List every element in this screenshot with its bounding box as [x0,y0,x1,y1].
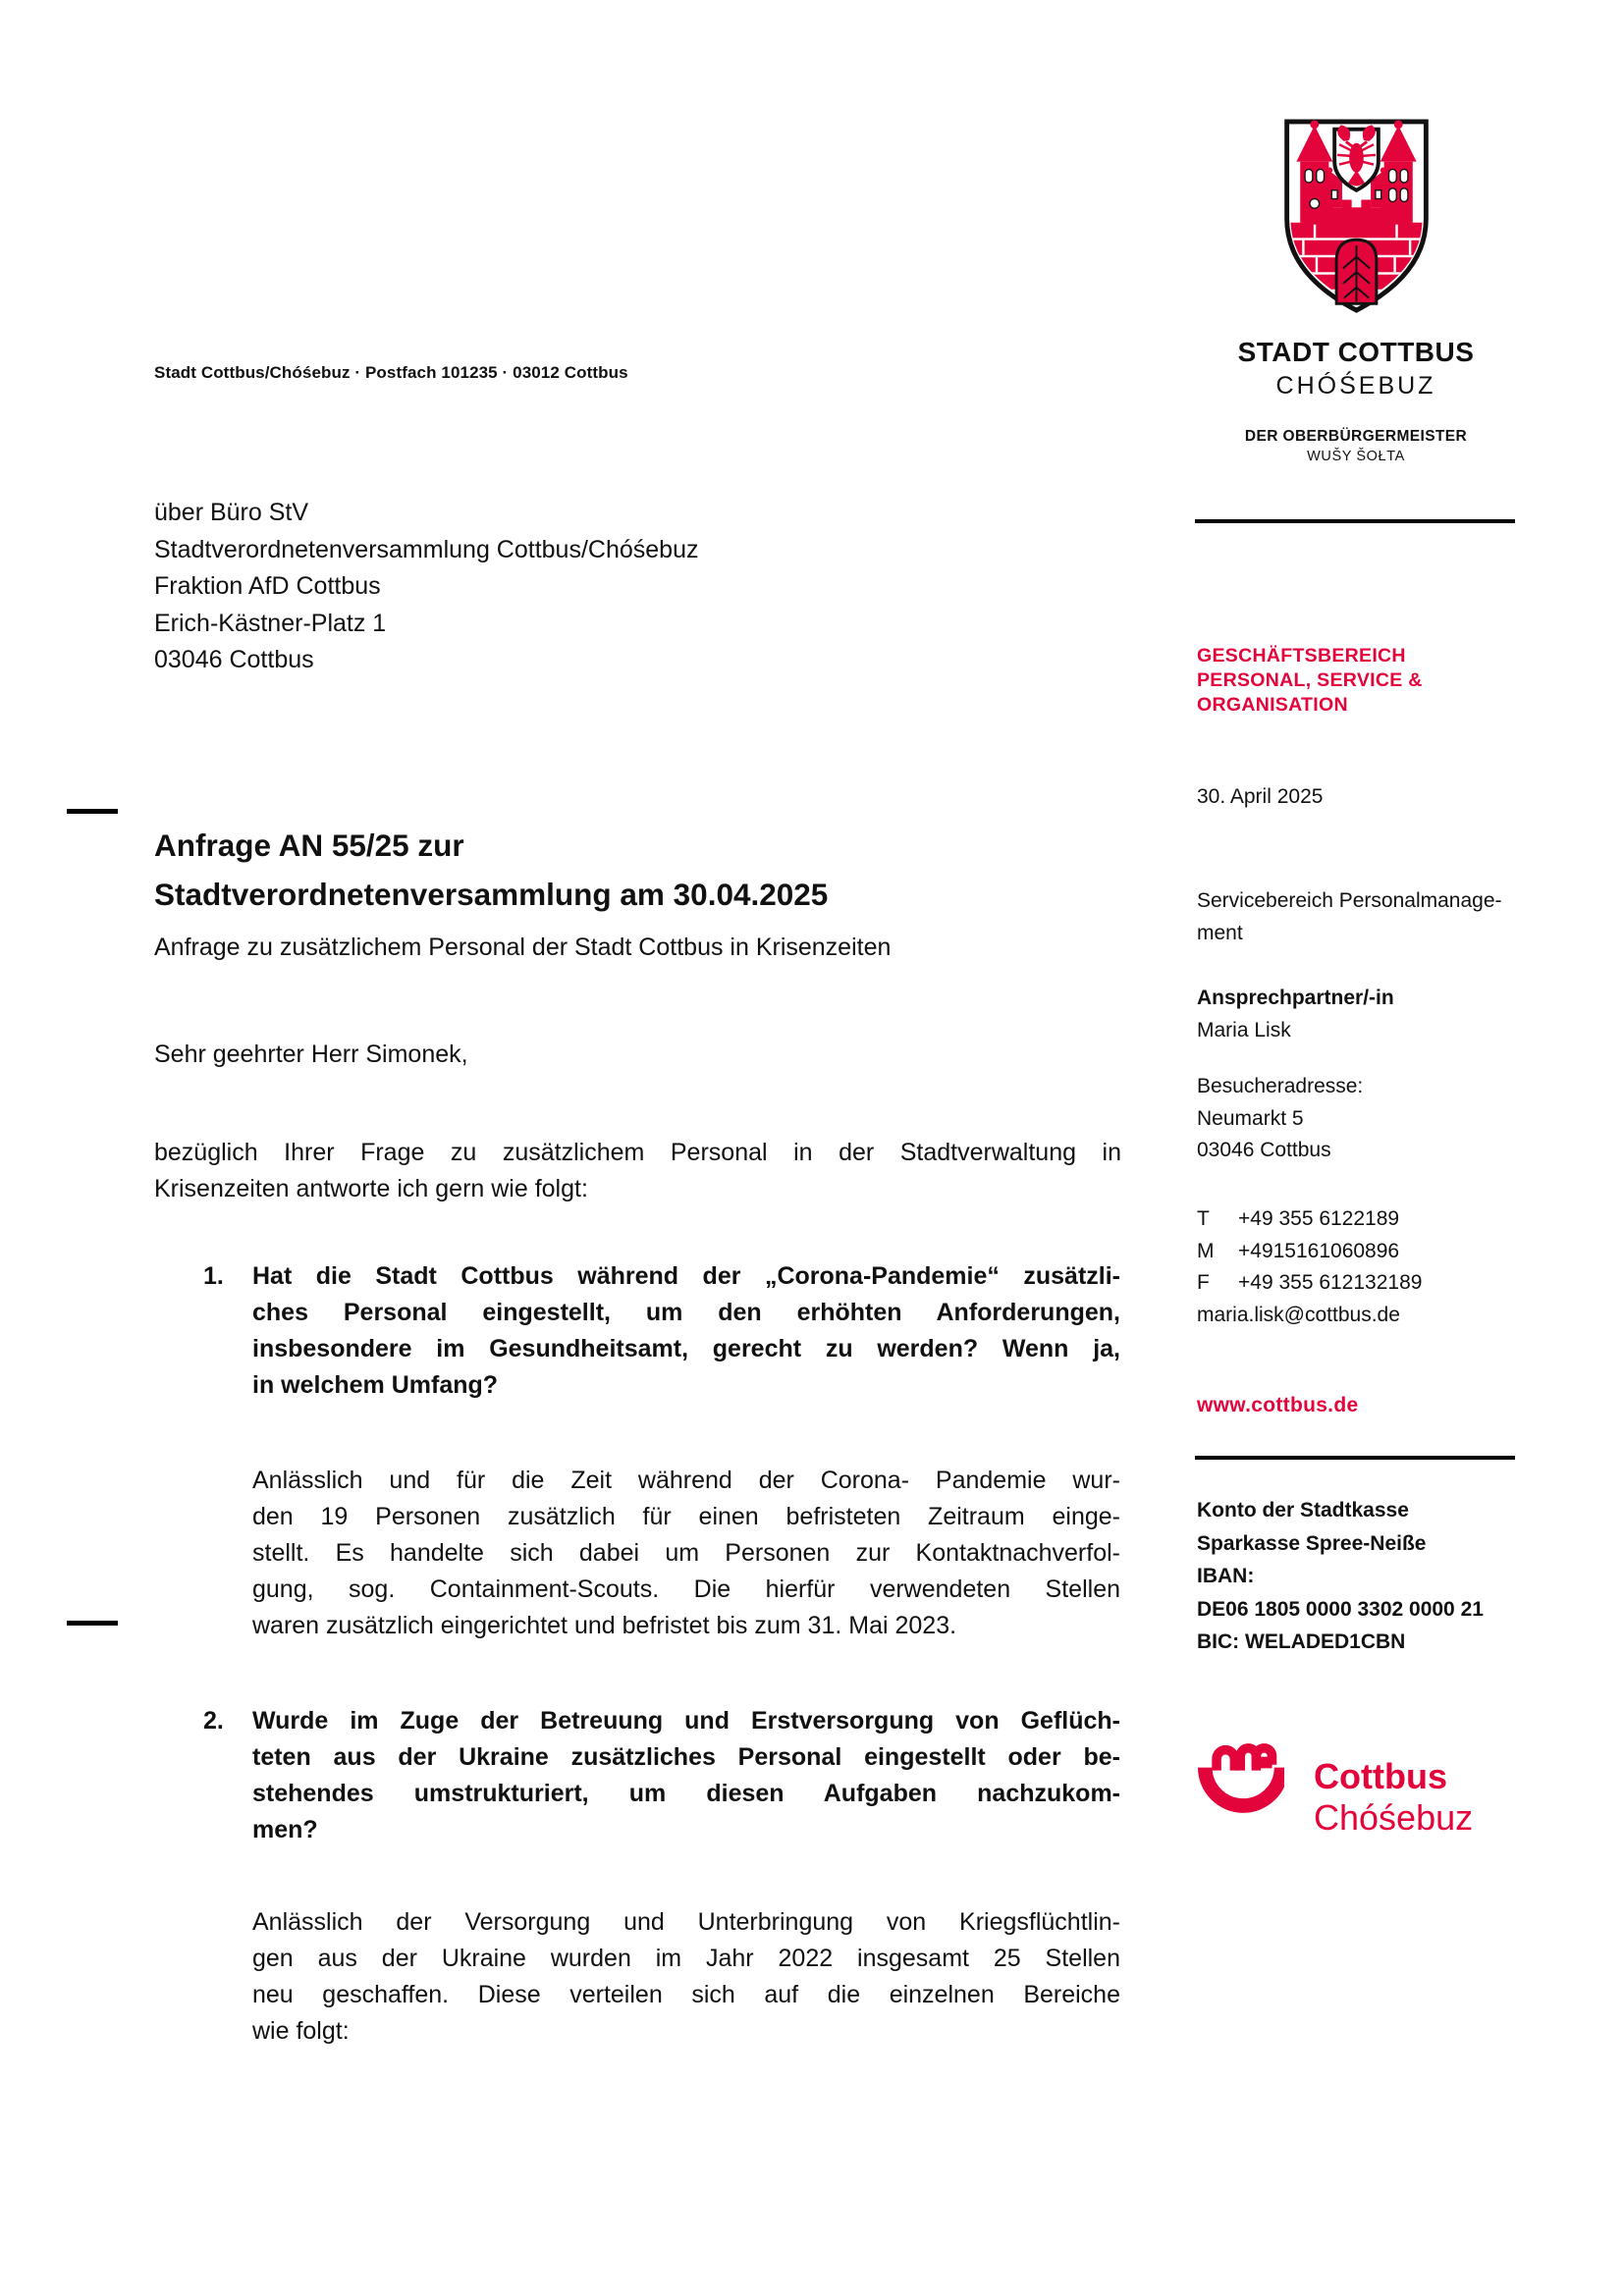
text-line: Sparkasse Spree-Neiße [1197,1531,1427,1555]
question-1-text [252,1258,1120,1404]
cottbus-smile-logo-icon [1198,1724,1284,1834]
text-line: Servicebereich Personalmanage- [1197,889,1502,912]
department-name [1197,644,1517,718]
phone-key: T [1197,1207,1210,1230]
sender-return-address: Stadt Cottbus/Chóśebuz · Postfach 101235 · 03012 Cottbus [154,363,628,382]
cottbus-coat-of-arms-icon [1275,114,1437,318]
text-line: bezüglich Ihrer Frage zu zusätzlichem Personal in der Stadtverwaltung in [154,1139,1121,1166]
text-line: gen aus der Ukraine wurden im Jahr 2022 insgesamt 25 Stellen [252,1945,1120,1972]
text-line: BIC: WELADED1CBN [1197,1630,1406,1653]
org-name: STADT COTTBUS [1237,337,1475,367]
text-line: Erich-Kästner-Platz 1 [154,609,387,637]
text-line: neu geschaffen. Diese verteilen sich auf die einzelnen Bereiche [252,1981,1120,2008]
text-line: ORGANISATION [1197,694,1348,716]
letter-subtitle: Anfrage zu zusätzlichem Personal der Stadt Cottbus in Krisenzeiten [154,934,892,961]
text-line: in welchem Umfang? [252,1371,499,1399]
website-url: www.cottbus.de [1197,1394,1359,1416]
logo-wordmark [1314,1756,1473,1839]
text-line: Anlässlich der Versorgung und Unterbringung von Kriegsflüchtlin- [252,1908,1120,1936]
office-title: DER OBERBÜRGERMEISTER [1244,428,1468,445]
answer-2-text [252,1904,1120,2050]
logo-text-cottbus: Cottbus [1314,1756,1447,1796]
phone-key: F [1197,1271,1210,1294]
text-line: men? [252,1816,318,1843]
text-line: Hat die Stadt Cottbus während der „Corona-Pandemie“ zusätzli- [252,1262,1120,1290]
question-2-number: 2. [203,1707,224,1735]
text-line: GESCHÄFTSBEREICH [1197,645,1406,667]
recipient-address-block [154,495,698,679]
question-2-text [252,1703,1120,1848]
answer-1-text [252,1463,1120,1644]
text-line: stehendes umstrukturiert, um diesen Aufgaben nachzukom- [252,1780,1120,1807]
visitor-address-block [1197,1071,1517,1167]
text-line: Konto der Stadtkasse [1197,1499,1409,1522]
contact-email: maria.lisk@cottbus.de [1197,1303,1400,1326]
text-line: Stadtverordnetenversammlung am 30.04.2025 [154,877,829,912]
visitor-street: Neumarkt 5 [1197,1106,1304,1130]
letterhead-block [1195,114,1517,464]
phone-value: +49 355 6122189 [1238,1207,1400,1230]
phone-row-t [1197,1203,1517,1236]
text-line: teten aus der Ukraine zusätzliches Personal eingestellt oder be- [252,1743,1120,1771]
text-line: Wurde im Zuge der Betreuung und Erstversorgung von Geflüch- [252,1707,1120,1735]
text-line: wie folgt: [252,2017,350,2045]
text-line: Stadtverordnetenversammlung Cottbus/Chóśebuz [154,535,699,563]
text-line: Anlässlich und für die Zeit während der Corona- Pandemie wur- [252,1467,1120,1494]
text-line: waren zusätzlich eingerichtet und befristet bis zum 31. Mai 2023. [252,1612,957,1639]
phone-block [1197,1203,1517,1331]
text-line: ment [1197,921,1243,944]
contact-name: Maria Lisk [1197,1018,1291,1041]
text-line: den 19 Personen zusätzlich für einen befristeten Zeitraum einge- [252,1503,1120,1530]
visitor-label: Besucheradresse: [1197,1075,1364,1097]
fold-mark-top [67,809,118,814]
text-line: PERSONAL, SERVICE & [1197,669,1423,691]
text-line: über Büro StV [154,499,309,526]
contact-block [1197,983,1517,1046]
text-line: gung, sog. Containment-Scouts. Die hierfür verwendeten Stellen [252,1575,1120,1603]
text-line: Fraktion AfD Cottbus [154,572,381,600]
question-1-number: 1. [203,1262,224,1290]
intro-paragraph [154,1135,1121,1207]
visitor-city: 03046 Cottbus [1197,1139,1331,1161]
salutation: Sehr geehrter Herr Simonek, [154,1041,468,1068]
phone-value: +49 355 612132189 [1238,1271,1423,1294]
text-line: ches Personal eingestellt, um den erhöhten Anforderungen, [252,1299,1120,1326]
bank-details-block [1197,1494,1517,1659]
service-unit [1197,885,1517,949]
sidebar-divider-top [1195,519,1515,523]
logo-text-chosebuz: Chóśebuz [1314,1797,1474,1838]
text-line: 03046 Cottbus [154,646,314,673]
text-line: stellt. Es handelte sich dabei um Personen zur Kontaktnachverfol- [252,1539,1120,1567]
text-line: DE06 1805 0000 3302 0000 21 [1197,1597,1484,1621]
org-name-sorbian: CHÓŚEBUZ [1275,372,1436,400]
office-title-sorbian: WUŠY ŠOŁTA [1307,449,1405,464]
sidebar-divider-bottom [1195,1456,1515,1460]
phone-row-m [1197,1236,1517,1268]
text-line: insbesondere im Gesundheitsamt, gerecht zu werden? Wenn ja, [252,1335,1120,1362]
text-line: Krisenzeiten antworte ich gern wie folgt: [154,1175,588,1202]
contact-label: Ansprechpartner/-in [1197,987,1394,1009]
text-line: Anfrage AN 55/25 zur [154,828,464,863]
phone-value: +4915161060896 [1238,1239,1400,1262]
fold-mark-bottom [67,1621,118,1626]
letter-title [154,821,1126,919]
phone-key: M [1197,1239,1215,1262]
text-line: IBAN: [1197,1565,1255,1587]
letter-date: 30. April 2025 [1197,785,1324,808]
phone-row-f [1197,1267,1517,1300]
